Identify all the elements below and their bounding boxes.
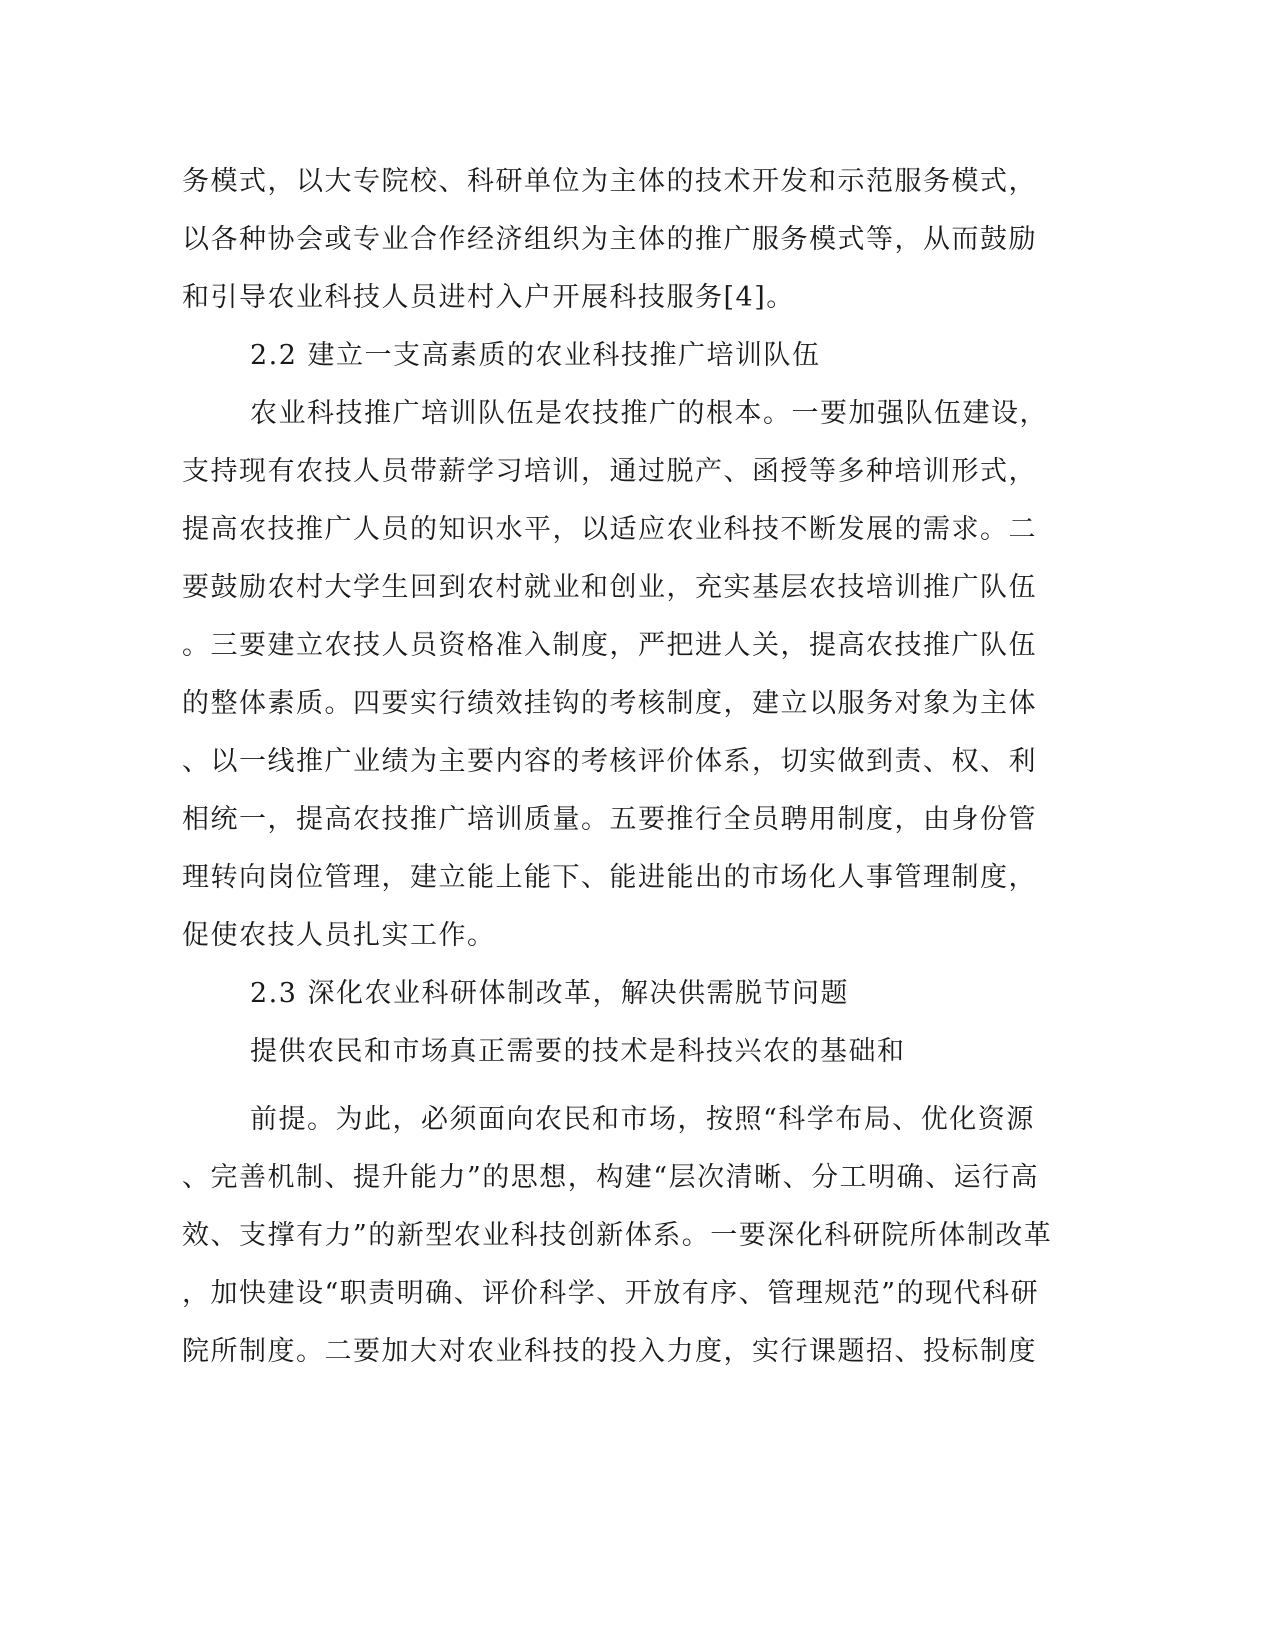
paragraph-first-line: 农业科技推广培训队伍是农技推广的根本。一要加强队伍建设， — [250, 398, 1048, 429]
body-text-line: 要鼓励农村大学生回到农村就业和创业，充实基层农技培训推广队伍 — [182, 572, 1037, 603]
body-text-line: ，加快建设“职责明确、评价科学、开放有序、管理规范”的现代科研 — [182, 1278, 1040, 1309]
body-text-line: 效、支撑有力”的新型农业科技创新体系。一要深化科研院所体制改革 — [182, 1220, 1053, 1251]
section-heading-2-3: 2.3 深化农业科研体制改革，解决供需脱节问题 — [250, 978, 850, 1009]
body-text-line: 相统一，提高农技推广培训质量。五要推行全员聘用制度，由身份管 — [182, 804, 1037, 835]
body-text-line: 、完善机制、提升能力”的思想，构建“层次清晰、分工明确、运行高 — [182, 1162, 1040, 1193]
body-text-line: 提高农技推广人员的知识水平，以适应农业科技不断发展的需求。二 — [182, 514, 1037, 545]
paragraph-first-line: 前提。为此，必须面向农民和市场，按照“科学布局、优化资源 — [250, 1104, 1035, 1135]
section-heading-2-2: 2.2 建立一支高素质的农业科技推广培训队伍 — [250, 340, 821, 371]
body-text-line: 、以一线推广业绩为主要内容的考核评价体系，切实做到责、权、利 — [182, 746, 1037, 777]
paragraph-first-line: 提供农民和市场真正需要的技术是科技兴农的基础和 — [250, 1036, 906, 1067]
body-text-line: 理转向岗位管理，建立能上能下、能进能出的市场化人事管理制度， — [182, 862, 1037, 893]
body-text-line: 促使农技人员扎实工作。 — [182, 920, 496, 951]
body-text-line: 和引导农业科技人员进村入户开展科技服务[4]。 — [182, 282, 795, 313]
body-text-line: 的整体素质。四要实行绩效挂钩的考核制度，建立以服务对象为主体 — [182, 688, 1037, 719]
body-text-line: 支持现有农技人员带薪学习培训，通过脱产、函授等多种培训形式， — [182, 456, 1037, 487]
body-text-line: 务模式，以大专院校、科研单位为主体的技术开发和示范服务模式， — [182, 166, 1037, 197]
body-text-line: 以各种协会或专业合作经济组织为主体的推广服务模式等，从而鼓励 — [182, 224, 1037, 255]
body-text-line: 。三要建立农技人员资格准入制度，严把进人关，提高农技推广队伍 — [182, 630, 1037, 661]
body-text-line: 院所制度。二要加大对农业科技的投入力度，实行课题招、投标制度 — [182, 1336, 1037, 1367]
